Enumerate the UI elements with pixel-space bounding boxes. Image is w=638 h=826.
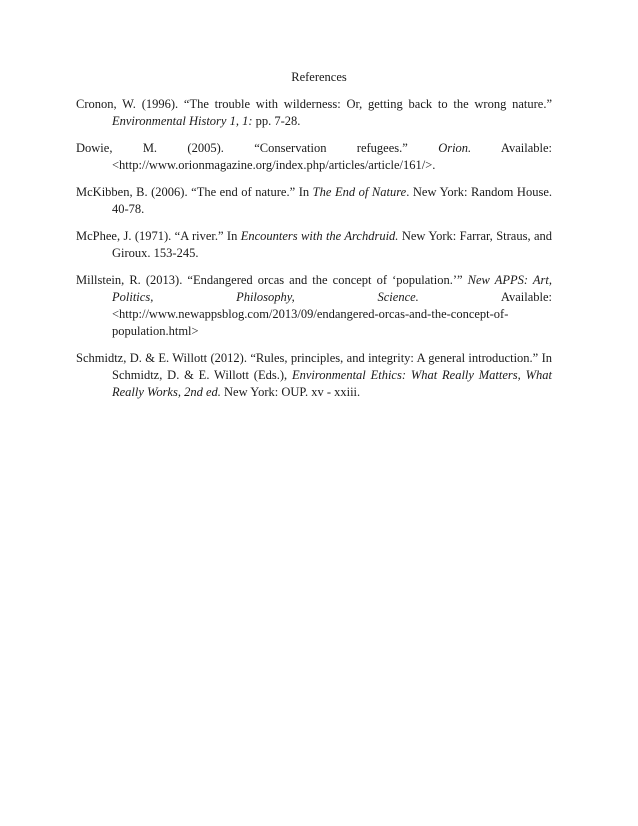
page-title: References [291,70,347,84]
reference-text: Cronon, W. (1996). “The trouble with wilderness: Or, getting back to the wrong nature.” [76,97,552,111]
reference-entry-mckibben [76,184,552,218]
reference-text: Available: <http://www.newappsblog.com/2013/09/endangered-orcas-and-the-concept-of-population.html> [112,290,552,338]
reference-entry-schmidtz [76,350,552,401]
reference-text: Schmidtz, D. & E. Willott (2012). “Rules, principles, and integrity: A general introduction.” In Schmidtz, D. & E. Willott (Eds.), [76,351,552,382]
reference-text: New York: OUP. xv - xxiii. [220,385,361,399]
reference-source-title: Encounters with the Archdruid. [240,229,399,243]
reference-source-title: New APPS: Art, Politics, Philosophy, Science. [112,273,552,304]
reference-text: McKibben, B. (2006). “The end of nature.” In [76,185,313,199]
reference-source-title: Orion. [438,141,472,155]
reference-text: pp. 7-28. [252,114,301,128]
reference-source-title: The End of Nature [312,185,407,199]
reference-text: Available: <http://www.orionmagazine.org/index.php/articles/article/161/>. [112,141,552,172]
reference-entry-cronon [76,96,552,130]
reference-text: New York: Farrar, Straus, and Giroux. 153-245. [112,229,552,260]
reference-text: . New York: Random House. 40-78. [112,185,553,216]
reference-source-title: Environmental Ethics: What Really Matters, What Really Works, 2nd ed. [112,368,552,399]
reference-entry-dowie [76,140,552,174]
reference-entry-mcphee [76,228,552,262]
reference-source-title: Environmental History 1, 1: [112,114,253,128]
reference-text: Dowie, M. (2005). “Conservation refugees.” [76,141,439,155]
reference-list [76,96,552,411]
reference-text: Millstein, R. (2013). “Endangered orcas and the concept of ‘population.’” [76,273,468,287]
reference-text: McPhee, J. (1971). “A river.” In [76,229,241,243]
reference-entry-millstein [76,272,552,340]
